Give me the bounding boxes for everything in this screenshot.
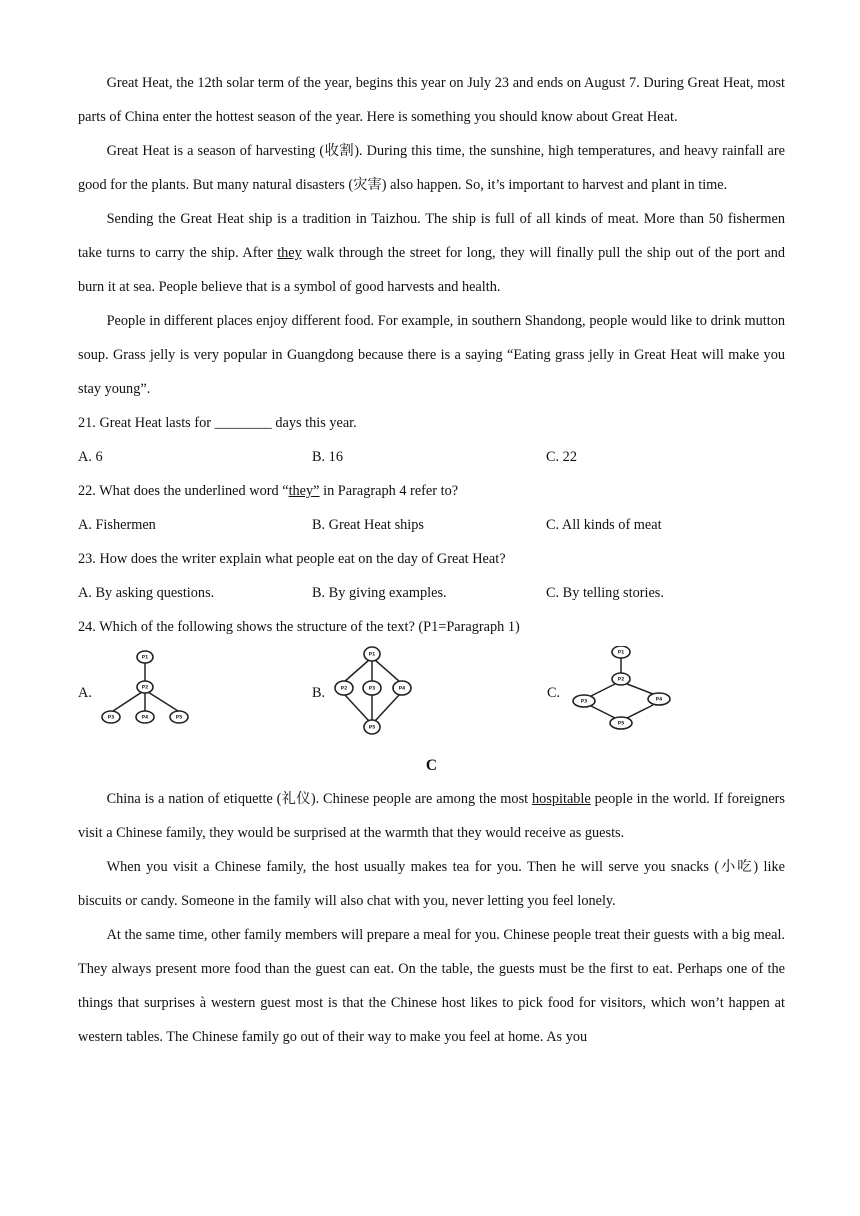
svg-text:P4: P4	[398, 686, 406, 692]
option-c[interactable]: C. By telling stories.	[546, 585, 664, 601]
svg-text:P4: P4	[655, 697, 663, 703]
svg-text:P1: P1	[617, 650, 625, 656]
question-21-stem: 21. Great Heat lasts for ________ days this year.	[78, 415, 357, 431]
svg-text:P3: P3	[107, 715, 115, 721]
option-a[interactable]: A. 6	[78, 449, 103, 465]
node-p1	[612, 646, 630, 658]
structure-diagram-b	[330, 646, 420, 750]
svg-text:P2: P2	[141, 685, 149, 691]
node-p1	[364, 647, 380, 661]
question-23-options	[78, 576, 785, 610]
node-p5	[170, 711, 188, 723]
svg-text:P3: P3	[368, 686, 376, 692]
node-p3	[573, 695, 595, 707]
svg-text:P2: P2	[340, 686, 348, 692]
option-c[interactable]: C. 22	[546, 449, 577, 465]
document-content	[78, 66, 785, 1054]
paragraph-text: When you visit a Chinese family, the host usually makes tea for you. Then he will serve you snacks (小吃) like biscuits or candy. Someone in the family will also chat with you, never letting you feel lonely.	[78, 859, 785, 909]
passage-c-paragraph-1	[78, 782, 785, 850]
paragraph-text: Great Heat, the 12th solar term of the year, begins this year on July 23 and ends on August 7. During Great Heat, most parts of China enter the hottest season of the year. Here is something you should know about Great Heat.	[78, 75, 785, 125]
paragraph-text: China is a nation of etiquette (礼仪). Chinese people are among the most	[106, 791, 532, 807]
svg-text:P5: P5	[175, 715, 183, 721]
node-p5	[364, 720, 380, 734]
section-heading-c: C	[425, 757, 438, 774]
option-label: A.	[78, 685, 92, 701]
option-b[interactable]: B. 16	[312, 449, 343, 465]
option-a[interactable]: A. Fishermen	[78, 517, 156, 533]
passage-c-paragraph-3	[78, 918, 785, 1054]
option-c[interactable]	[547, 646, 785, 750]
question-22-stem	[78, 474, 785, 508]
node-p4	[648, 693, 670, 705]
svg-text:P4: P4	[141, 715, 149, 721]
underlined-word-hospitable: hospitable	[531, 791, 591, 807]
passage-c-paragraph-2	[78, 850, 785, 918]
paragraph-text: walk through the street for long, they will finally pull the ship out of the port and burn it at sea. People believe that is a symbol of good harvests and health.	[78, 245, 786, 295]
paragraph-text: people in the world. If foreigners visit a Chinese family, they would be surprised at the warmth that they would receive as guests.	[78, 791, 785, 841]
option-b[interactable]: B. Great Heat ships	[312, 517, 424, 533]
option-label: B.	[312, 685, 326, 701]
question-24-diagram-options	[78, 646, 785, 750]
option-b[interactable]: B. By giving examples.	[312, 585, 447, 601]
option-a[interactable]	[78, 646, 308, 750]
paragraph-text: People in different places enjoy different food. For example, in southern Shandong, people would like to drink mutton soup. Grass jelly is very popular in Guangdong because there is a saying “Eating grass jelly in Great Heat will make you stay young”.	[78, 313, 785, 397]
node-p2	[335, 681, 353, 695]
svg-text:P3: P3	[580, 699, 588, 705]
passage-b-paragraph-2	[78, 134, 785, 202]
svg-text:P1: P1	[141, 655, 149, 661]
node-p5	[610, 717, 632, 729]
stem-text: in Paragraph 4 refer to?	[319, 483, 459, 499]
underlined-word-they: they	[277, 245, 302, 261]
svg-text:P5: P5	[617, 721, 625, 727]
node-p3	[363, 681, 381, 695]
question-22-options	[78, 508, 785, 542]
paragraph-text: At the same time, other family members will prepare a meal for you. Chinese people treat their guests with a big meal. They always present more food than the guest can eat. On the table, the guests must be the first to eat. Perhaps one of the things that surprises à western guest most is that the Chinese host likes to pick food for visitors, which won’t happen at western tables. The Chinese family go out of their way to make you feel at home. As you	[78, 927, 785, 1045]
option-a[interactable]: A. By asking questions.	[78, 585, 215, 601]
svg-text:P2: P2	[617, 677, 625, 683]
stem-text: 22. What does the underlined word “	[78, 483, 289, 499]
node-p2	[612, 673, 630, 685]
paragraph-text: Sending the Great Heat ship is a tradition in Taizhou. The ship is full of all kinds of meat. More than 50 fishermen take turns to carry the ship. After	[78, 211, 785, 261]
structure-diagram-c	[569, 646, 673, 750]
option-c[interactable]: C. All kinds of meat	[546, 517, 662, 533]
node-p4	[393, 681, 411, 695]
node-p4	[136, 711, 154, 723]
node-p3	[102, 711, 120, 723]
underlined-word: they”	[288, 483, 320, 499]
node-p2	[137, 681, 153, 693]
passage-b-paragraph-3	[78, 202, 785, 304]
structure-diagram-a	[98, 646, 198, 750]
passage-b-paragraph-4	[78, 304, 785, 406]
paragraph-text: Great Heat is a season of harvesting (收割). During this time, the sunshine, high temperatures, and heavy rainfall are good for the plants. But many natural disasters (灾害) also happen. So, it’s important to harvest and plant in time.	[78, 143, 785, 193]
svg-text:P5: P5	[368, 725, 376, 731]
svg-text:P1: P1	[368, 652, 376, 658]
node-p1	[137, 651, 153, 663]
option-label: C.	[547, 685, 561, 701]
question-21-options	[78, 440, 785, 474]
question-24-stem: 24. Which of the following shows the structure of the text? (P1=Paragraph 1)	[78, 619, 520, 635]
passage-b-paragraph-1	[78, 66, 785, 134]
question-23-stem: 23. How does the writer explain what people eat on the day of Great Heat?	[78, 551, 506, 567]
option-b[interactable]	[312, 646, 542, 750]
